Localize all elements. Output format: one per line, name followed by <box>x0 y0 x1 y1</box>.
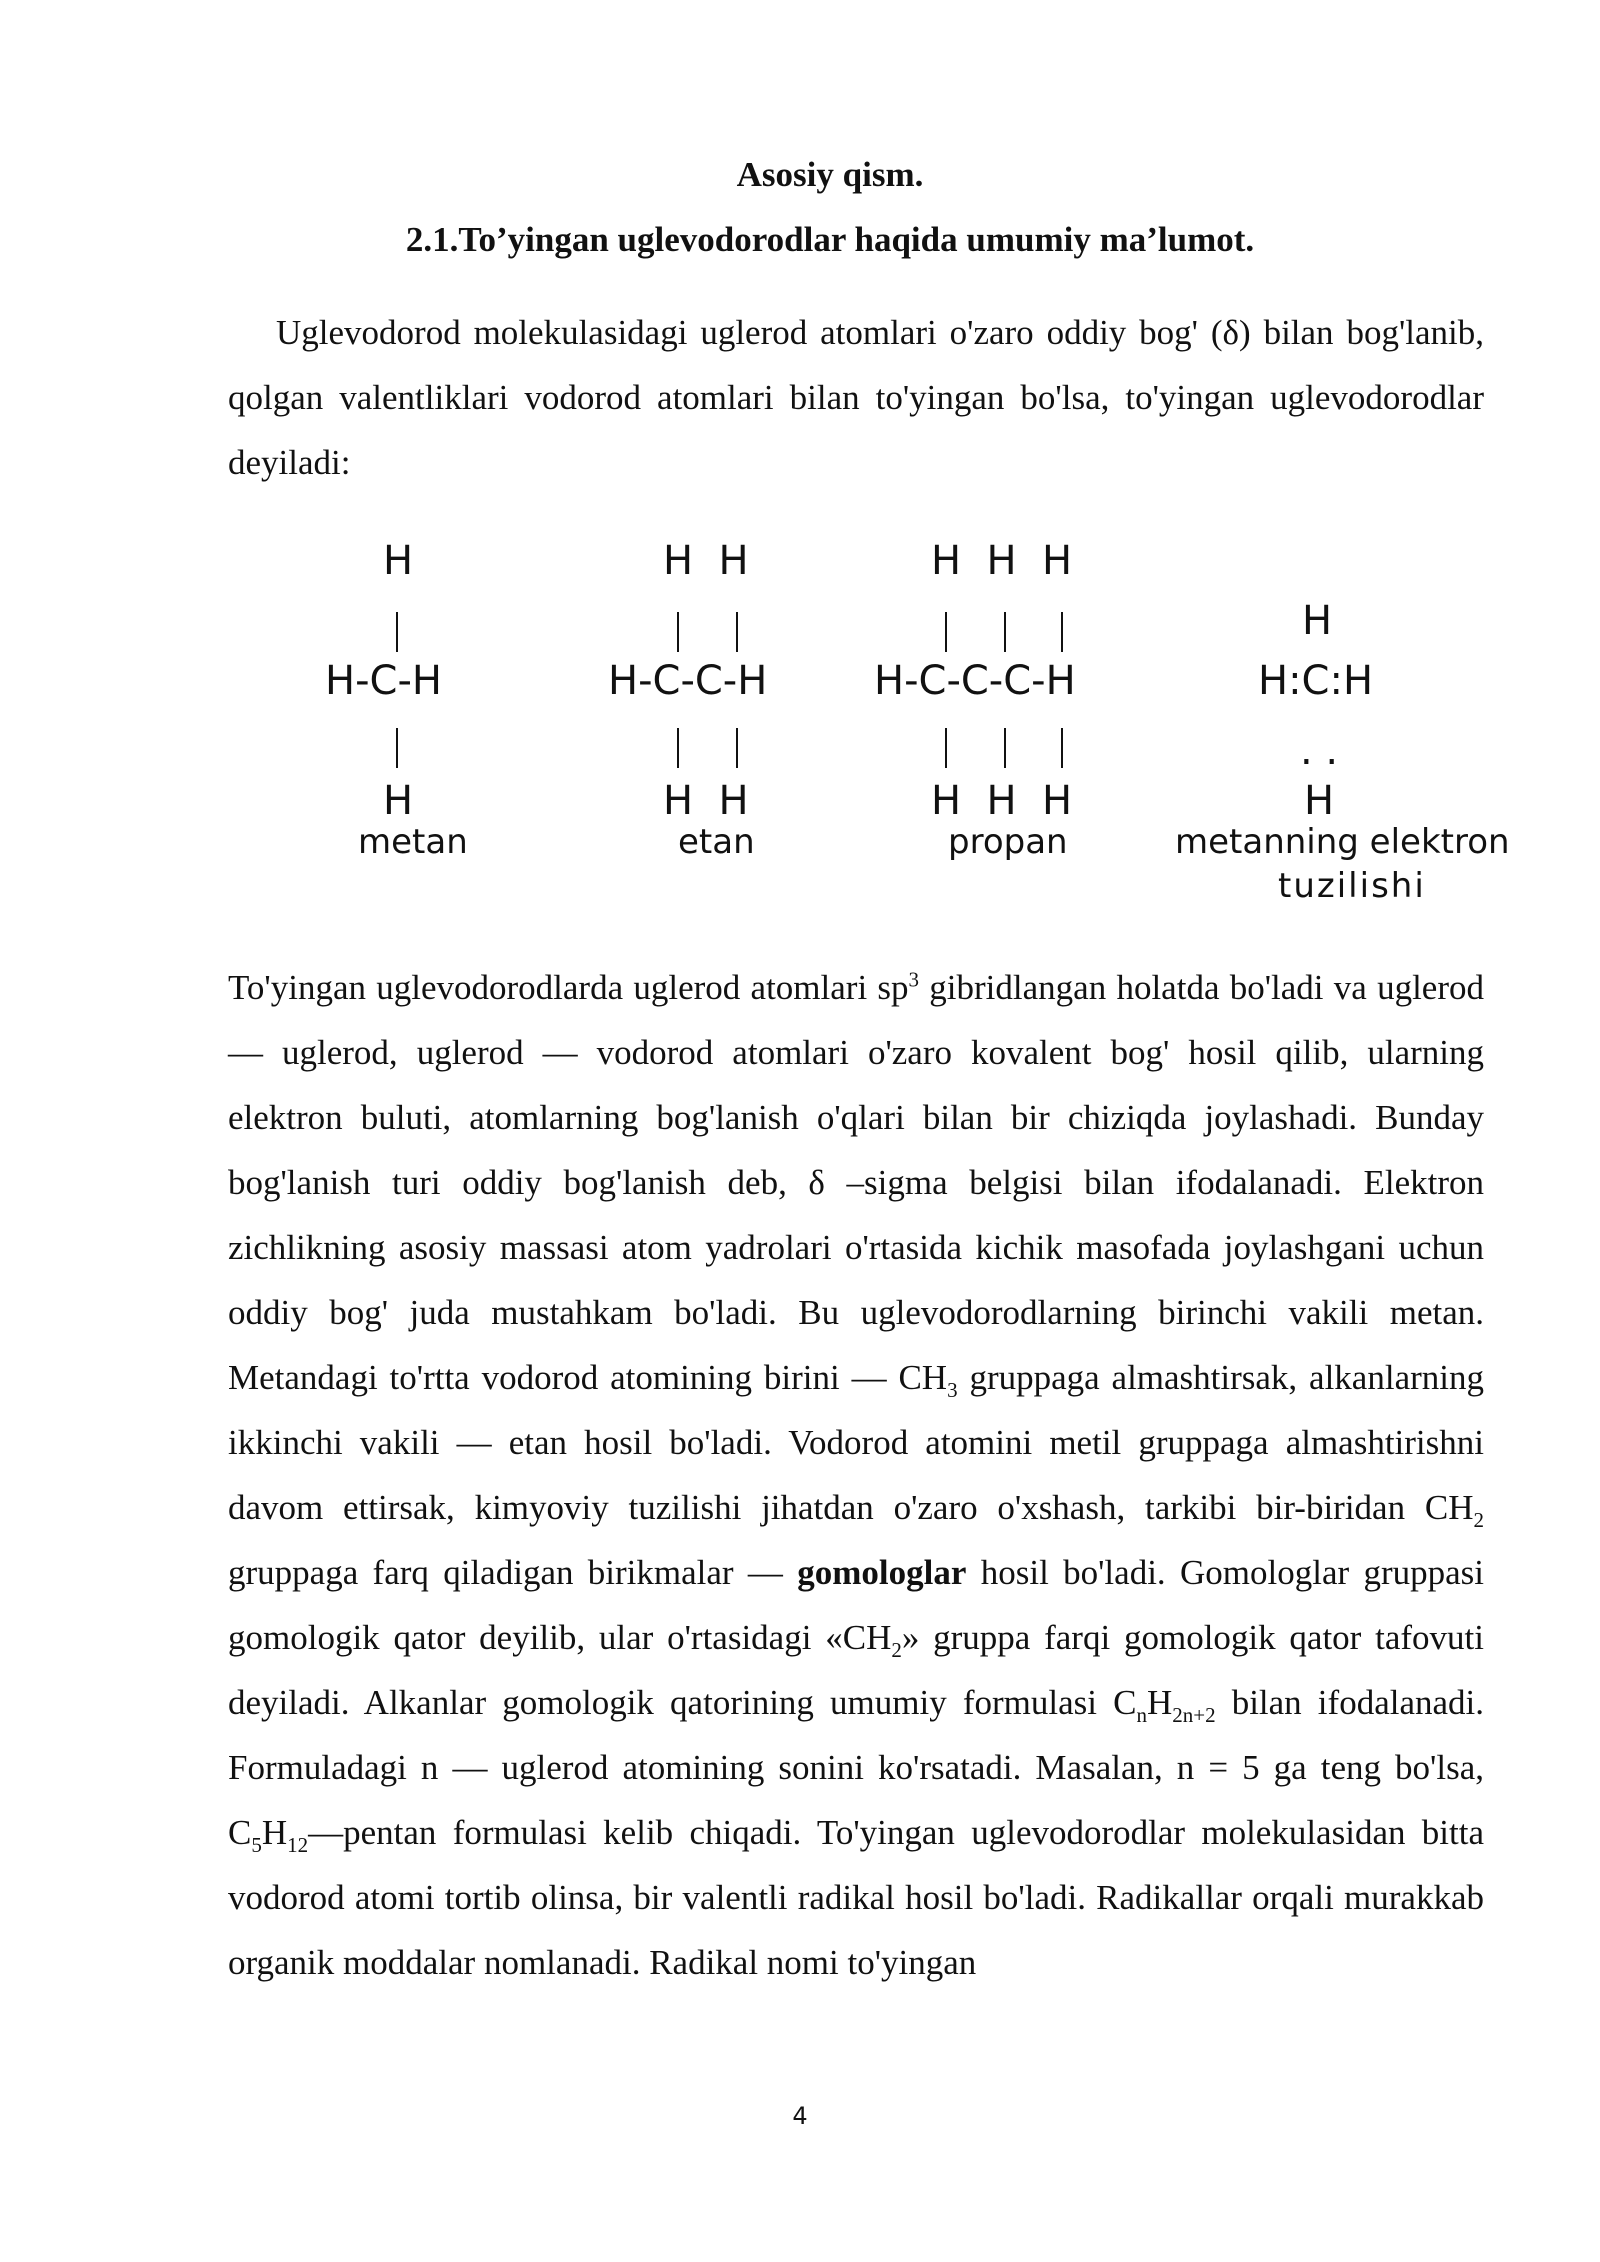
propane-bottom: H H H <box>931 778 1073 824</box>
body-sub-2: 2 <box>1473 1508 1484 1532</box>
electron-top-h: H <box>1302 598 1333 644</box>
body-text-9: H <box>261 1813 288 1852</box>
section-heading: Asosiy qism. <box>736 155 924 194</box>
electron-name-line2: tuzilishi <box>1278 866 1426 906</box>
body-text-7: H <box>1146 1683 1173 1722</box>
electron-name-line1: metanning elektron <box>1175 822 1510 862</box>
subsection-heading: 2.1.To’yingan uglevodorodlar haqida umumiy ma’lumot. <box>405 220 1255 259</box>
body-text-1: To'yingan uglevodorodlarda uglerod atomlari sp <box>228 968 909 1007</box>
body-text-4: gruppaga farq qiladigan birikmalar — <box>228 1553 798 1592</box>
ethane-name: etan <box>678 822 755 862</box>
ethane-bottom: H H <box>663 778 749 824</box>
body-sup-1: 3 <box>908 967 920 992</box>
body-sub-3: 2 <box>891 1638 902 1662</box>
body-sub-1: 3 <box>947 1378 958 1402</box>
propane-bond-bottom-3 <box>1061 728 1063 768</box>
ethane-bond-bottom-1 <box>677 728 679 768</box>
body-sub-6: 5 <box>251 1833 262 1857</box>
electron-middle: H:C:H <box>1258 658 1374 704</box>
body-sub-5: 2n+2 <box>1172 1703 1216 1727</box>
body-text-10: —pentan formulasi kelib chiqadi. To'yingan uglevodorodlar molekulasidan bitta vodorod atomi tortib olinsa, bir valentli radikal hosil bo'ladi. Radikallar orqali murakkab organik moddalar nomlanadi. Radikal nomi to'yingan <box>228 1813 1484 1982</box>
propane-bond-top-1 <box>945 612 947 652</box>
body-paragraph <box>228 955 1484 1995</box>
body-text-8: bilan ifodalanadi. Formuladagi n — uglerod atomining sonini ko'rsatadi. Masalan, n = 5 ga teng bo'lsa, C <box>228 1683 1484 1852</box>
electron-dots: . . <box>1300 728 1339 774</box>
methane-middle: H-C-H <box>325 658 442 704</box>
propane-bond-bottom-1 <box>945 728 947 768</box>
electron-bottom-h: H <box>1304 778 1335 824</box>
body-text-3: gruppaga almashtirsak, alkanlarning ikkinchi vakili — etan hosil bo'ladi. Vodorod atomini metil gruppaga almashtirishni davom ettirsak, kimyoviy tuzilishi jihatdan o'zaro o'xshash, tarkibi bir-biridan CH <box>228 1358 1484 1527</box>
methane-bottom-h: H <box>383 778 414 824</box>
propane-middle: H-C-C-C-H <box>874 658 1076 704</box>
body-text-5: hosil bo'ladi. Gomologlar gruppasi gomologik qator deyilib, ular o'rtasidagi «CH <box>228 1553 1484 1657</box>
propane-name: propan <box>948 822 1068 862</box>
ethane-top: H H <box>663 538 749 584</box>
propane-bond-bottom-2 <box>1004 728 1006 768</box>
methane-name: metan <box>358 822 468 862</box>
methane-top-h: H <box>383 538 414 584</box>
methane-bond-bottom <box>396 728 398 768</box>
propane-bond-top-2 <box>1004 612 1006 652</box>
intro-paragraph: Uglevodorod molekulasidagi uglerod atomlari o'zaro oddiy bog' (δ) bilan bog'lanib, qolgan valentliklari vodorod atomlari bilan to'yingan bo'lsa, to'yingan uglevodorodlar deyiladi: <box>228 313 1484 482</box>
body-sub-7: 12 <box>287 1833 309 1857</box>
ethane-bond-bottom-2 <box>736 728 738 768</box>
body-sub-4: n <box>1136 1703 1147 1727</box>
body-text-6: » gruppa farqi gomologik qator tafovuti deyiladi. Alkanlar gomologik qatorining umumiy formulasi C <box>228 1618 1484 1722</box>
methane-bond-top <box>396 612 398 652</box>
page-number: 4 <box>792 2102 808 2130</box>
body-text-2: gibridlangan holatda bo'ladi va uglerod — uglerod, uglerod — vodorod atomlari o'zaro kovalent bog' hosil qilib, ularning elektron buluti, atomlarning bog'lanish o'qlari bilan bir chiziqda joylashadi. Bunday bog'lanish turi oddiy bog'lanish deb, δ –sigma belgisi bilan ifodalanadi. Elektron zichlikning asosiy massasi atom yadrolari o'rtasida kichik masofada joylashgani uchun oddiy bog' juda mustahkam bo'ladi. Bu uglevodorodlarning birinchi vakili metan. Metandagi to'rtta vodorod atomining birini — CH <box>228 968 1484 1397</box>
body-bold-term: gomologlar <box>797 1553 967 1592</box>
ethane-bond-top-1 <box>677 612 679 652</box>
ethane-middle: H-C-C-H <box>608 658 768 704</box>
ethane-bond-top-2 <box>736 612 738 652</box>
propane-top: H H H <box>931 538 1073 584</box>
propane-bond-top-3 <box>1061 612 1063 652</box>
